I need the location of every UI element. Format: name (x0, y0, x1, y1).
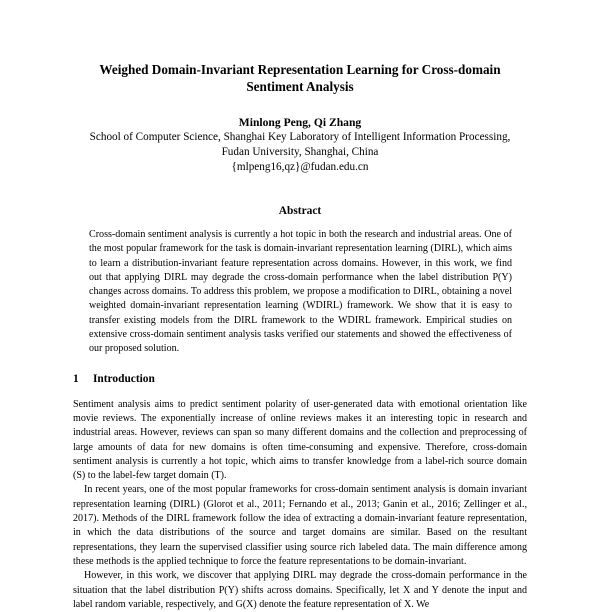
section-number: 1 (73, 372, 79, 385)
affiliation-line-1: School of Computer Science, Shanghai Key Laboratory of Intelligent Information Processing, (89, 131, 511, 143)
intro-paragraph-2: In recent years, one of the most popular frameworks for cross-domain sentiment analysis is domain invariant representation learning (DIRL) (Glorot et al., 2011; Fernando et al., 2013; Ganin et al., 2016; Zellinger et al., 2017). Methods of the DIRL framework follow the idea of extracting a domain-invariant feature representation, in which the data distributions of the source and target domains are similar. Based on the resultant representations, they learn the supervised classifier using source rich labeled data. The main difference among these methods is the applied technique to force the feature representations to be domain-invariant. (73, 484, 527, 567)
intro-paragraph-1: Sentiment analysis aims to predict sentiment polarity of user-generated data with emotional orientation like movie reviews. The exponentially increase of online reviews makes it an interesting topic in research and industrial areas. However, reviews can span so many different domains and the collection and preprocessing of large amounts of data for new domains is often time-consuming and expensive. Therefore, cross-domain sentiment analysis is currently a hot topic, which aims to transfer knowledge from a label-rich source domain (S) to the label-few target domain (T). (73, 398, 527, 482)
section-title: Introduction (93, 372, 155, 385)
intro-paragraph-3: However, in this work, we discover that applying DIRL may degrade the cross-domain performance in the situation that the label distribution P(Y) shifts across domains. Specifically, let X and Y denote the input and label random variable, respectively, and G(X) denote the feature representation of X. We (73, 570, 527, 610)
section-heading-introduction (73, 372, 527, 387)
paper-authors: Minlong Peng, Qi Zhang (238, 116, 362, 129)
abstract-text: Cross-domain sentiment analysis is currently a hot topic in both the research and industrial areas. One of the most popular framework for the task is domain-invariant representation learning (DIRL), which aims to learn a distribution-invariant feature representation across domains. However, in this work, we find out that applying DIRL may degrade the cross-domain performance when the label distribution P(Y) changes across domains. To address this problem, we propose a modification to DIRL, obtaining a novel weighted domain-invariant representation learning (WDIRL) framework. We show that it is easy to transfer existing models from the DIRL framework to the WDIRL framework. Empirical studies on extensive cross-domain sentiment analysis tasks verified our statements and showed the effectiveness of our proposed solution. (89, 229, 512, 355)
author-email: {mlpeng16,qz}@fudan.edu.cn (231, 161, 369, 173)
abstract-heading: Abstract (278, 205, 322, 217)
affiliation-line-2: Fudan University, Shanghai, China (221, 146, 379, 158)
paper-title: Weighed Domain-Invariant Representation Learning for Cross-domain Sentiment Analysis (99, 62, 501, 94)
